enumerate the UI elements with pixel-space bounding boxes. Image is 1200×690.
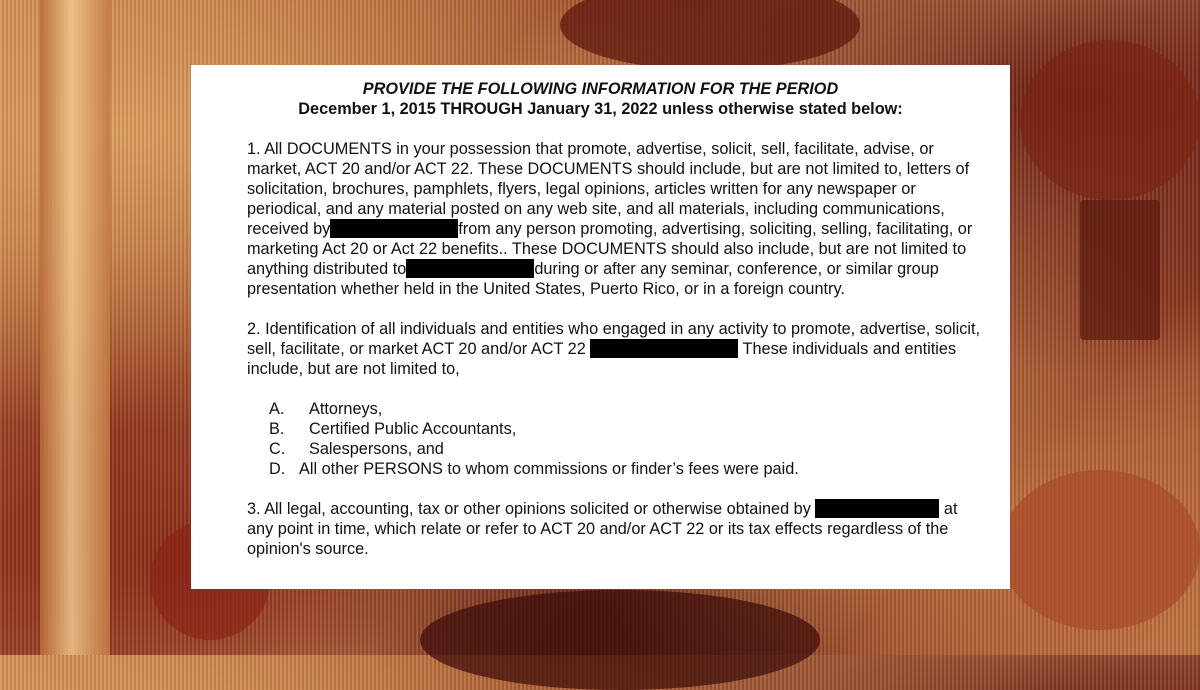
list-letter: B. xyxy=(269,420,285,438)
item-2-text-b: These individuals and entities include, but are not limited to, xyxy=(247,340,957,378)
redaction-bar xyxy=(406,259,534,278)
item-1-text-c: during or after any seminar, conference, or similar group presentation whether held in the United States, Puerto Rico, or in a foreign country. xyxy=(247,260,939,298)
palm-frond xyxy=(1080,200,1160,340)
list-text: Certified Public Accountants, xyxy=(309,420,517,438)
redaction-bar xyxy=(330,219,458,238)
redaction-bar xyxy=(590,339,738,358)
palm-frond xyxy=(1020,40,1200,200)
item-3-text-b: at any point in time, which relate or refer to ACT 20 and/or ACT 22 or its tax effects regardless of the opinion's source. xyxy=(247,500,958,558)
palm-trunk xyxy=(40,0,110,655)
document-header xyxy=(219,79,982,119)
list-letter: A. xyxy=(269,400,285,418)
list-letter: C. xyxy=(269,440,286,458)
subpoena-document xyxy=(191,65,1010,589)
list-item xyxy=(269,439,982,459)
palm-frond xyxy=(560,0,860,70)
item-2-text-a: 2. Identification of all individuals and entities who engaged in any activity to promote, advertise, solicit, sell, facilitate, or market ACT 20 and/or ACT 22 xyxy=(247,320,981,358)
item-2 xyxy=(247,319,982,379)
item-3-text-a: 3. All legal, accounting, tax or other opinions solicited or otherwise obtained by xyxy=(247,500,811,518)
palm-frond xyxy=(420,590,820,690)
list-text: Salespersons, and xyxy=(309,440,444,458)
header-line-1: PROVIDE THE FOLLOWING INFORMATION FOR THE PERIOD xyxy=(362,80,839,98)
item-1 xyxy=(247,139,982,299)
palm-frond xyxy=(1000,470,1200,630)
header-line-2: December 1, 2015 THROUGH January 31, 2022 unless otherwise stated below: xyxy=(298,100,903,118)
item-1-text-a: 1. All DOCUMENTS in your possession that promote, advertise, solicit, sell, facilitate, advise, or market, ACT 20 and/or ACT 22. These DOCUMENTS should include, but are not limited to, letters of solicitation, brochures, pamphlets, flyers, legal opinions, articles written for any newspaper or periodical, and any material posted on any web site, and all materials, including communications, received by xyxy=(247,140,970,238)
list-item xyxy=(269,459,982,479)
list-item xyxy=(269,419,982,439)
list-text: All other PERSONS to whom commissions or finder’s fees were paid. xyxy=(299,460,799,478)
redaction-bar xyxy=(815,499,939,518)
list-item xyxy=(269,399,982,419)
item-1-text-b: from any person promoting, advertising, soliciting, selling, facilitating, or marketing Act 20 or Act 22 benefits.. These DOCUMENTS should also include, but are not limited to anything distributed to xyxy=(247,220,973,278)
person-type-list xyxy=(269,399,982,479)
list-letter: D. xyxy=(269,460,286,478)
item-3 xyxy=(247,499,982,559)
list-text: Attorneys, xyxy=(309,400,383,418)
